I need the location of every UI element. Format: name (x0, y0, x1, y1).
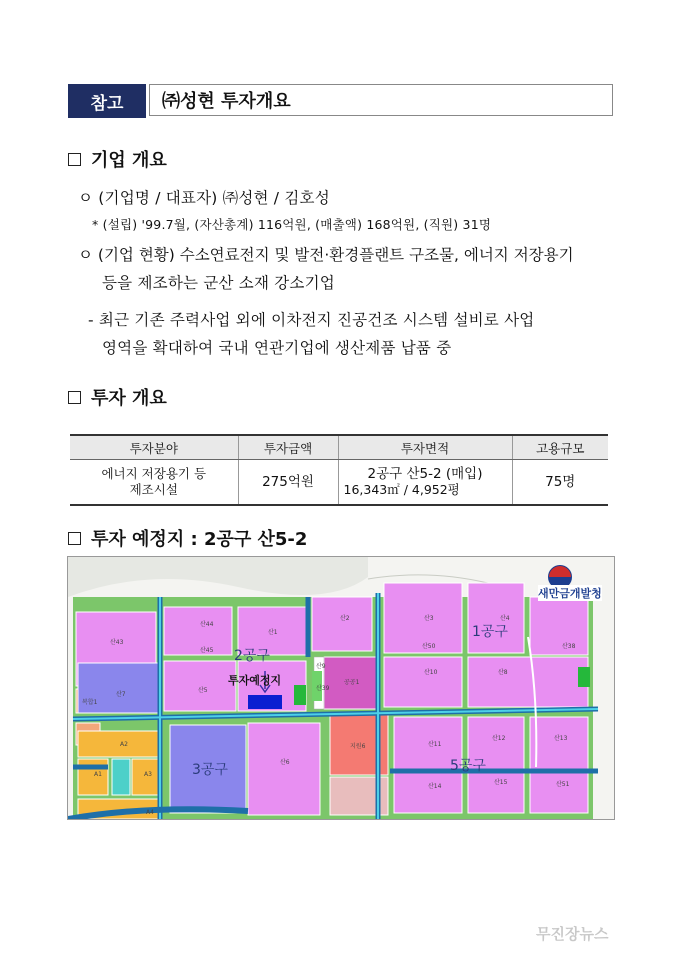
checkbox-icon (68, 532, 81, 545)
table-header-cell: 투자금액 (238, 435, 338, 460)
section-title: 투자 개요 (91, 388, 167, 409)
section-investment-site (68, 525, 307, 551)
parcel-label: 산51 (556, 781, 570, 788)
parcel-label: 산3 (424, 615, 434, 622)
investment-field-line: 에너지 저장용기 등 (101, 466, 207, 481)
site-map-graphic (68, 557, 614, 819)
parcel-label: 산14 (428, 783, 442, 790)
parcel-label: A1 (94, 771, 102, 778)
investment-table (70, 434, 608, 506)
parcel-label: 산6 (280, 759, 290, 766)
investment-amount-cell: 275억원 (238, 460, 338, 506)
parcel-label: 산39 (316, 685, 330, 692)
parcel-label: 산43 (110, 639, 124, 646)
parcel-label: 산2 (340, 615, 350, 622)
business-expansion-line-2: 영역을 확대하여 국내 연관기업에 생산제품 납품 중 (102, 339, 452, 357)
table-header-cell: 투자면적 (338, 435, 512, 460)
investment-area-cell (338, 460, 512, 506)
zone-label: 2공구 (234, 648, 270, 664)
parcel-label: 산4 (500, 615, 510, 622)
company-status-line-1: ㅇ (기업 현황) 수소연료전지 및 발전·환경플랜트 구조물, 에너지 저장용기 (78, 246, 574, 264)
site-map (67, 556, 615, 820)
checkbox-icon (68, 391, 81, 404)
company-status-line-2: 등을 제조하는 군산 소재 강소기업 (102, 274, 335, 292)
parcel-label: 산15 (494, 779, 508, 786)
parcel-label: 복합1 (82, 699, 98, 706)
reference-header (68, 84, 613, 118)
parcel-label: A2 (120, 741, 128, 748)
investment-field-line: 제조시설 (129, 482, 178, 497)
table-header-cell: 고용규모 (512, 435, 608, 460)
section-company-overview (68, 146, 167, 172)
business-expansion-line-1: - 최근 기존 주력사업 외에 이차전지 진공건조 시스템 설비로 사업 (88, 311, 535, 329)
parcel-label: A4 (146, 809, 154, 816)
parcel-label: 산38 (562, 643, 576, 650)
section-investment-overview (68, 384, 167, 410)
zone-label: 5공구 (450, 758, 486, 774)
parcel-label: 산44 (200, 621, 214, 628)
parcel-label: 산5 (198, 687, 208, 694)
agency-name: 새만금개발청 (538, 587, 602, 600)
watermark: 무진장뉴스 (536, 925, 609, 943)
parcel-label: 산12 (492, 735, 506, 742)
reference-title: ㈜성현 투자개요 (149, 84, 613, 116)
parcel-label: 산10 (424, 669, 438, 676)
section-title: 기업 개요 (91, 150, 167, 171)
company-facts-note: * (설립) '99.7월, (자산총계) 116억원, (매출액) 168억원, (직원) 31명 (92, 217, 492, 232)
parcel-label: 산7 (116, 691, 126, 698)
reference-tag: 참고 (68, 84, 146, 118)
parcel-label: 산8 (498, 669, 508, 676)
parcel-label: 산1 (268, 629, 278, 636)
parcel-label: 산9 (316, 663, 326, 670)
investment-area-line: 2공구 산5-2 (매입) (367, 466, 483, 482)
parcel-label: 산50 (422, 643, 436, 650)
checkbox-icon (68, 153, 81, 166)
parcel-label: 산45 (200, 647, 214, 654)
company-name-line: ㅇ (기업명 / 대표자) ㈜성현 / 김호성 (78, 189, 330, 207)
zone-label: 3공구 (192, 762, 228, 778)
parcel-label: A3 (144, 771, 152, 778)
parcel-label: 공공1 (344, 679, 360, 686)
table-header-row (70, 435, 608, 460)
employment-cell: 75명 (512, 460, 608, 506)
zone-label: 1공구 (472, 624, 508, 640)
investment-area-line: 16,343㎡ / 4,952평 (343, 482, 460, 497)
table-header-cell: 투자분야 (70, 435, 238, 460)
investment-field-cell (70, 460, 238, 506)
investment-site-label: 투자예정지 (228, 674, 282, 687)
section-title: 투자 예정지 : 2공구 산5-2 (91, 529, 308, 550)
parcel-label: 지원6 (350, 743, 366, 750)
parcel-label: 산13 (554, 735, 568, 742)
investment-site-marker (248, 695, 282, 709)
parcel-label: 산11 (428, 741, 442, 748)
table-row (70, 460, 608, 506)
